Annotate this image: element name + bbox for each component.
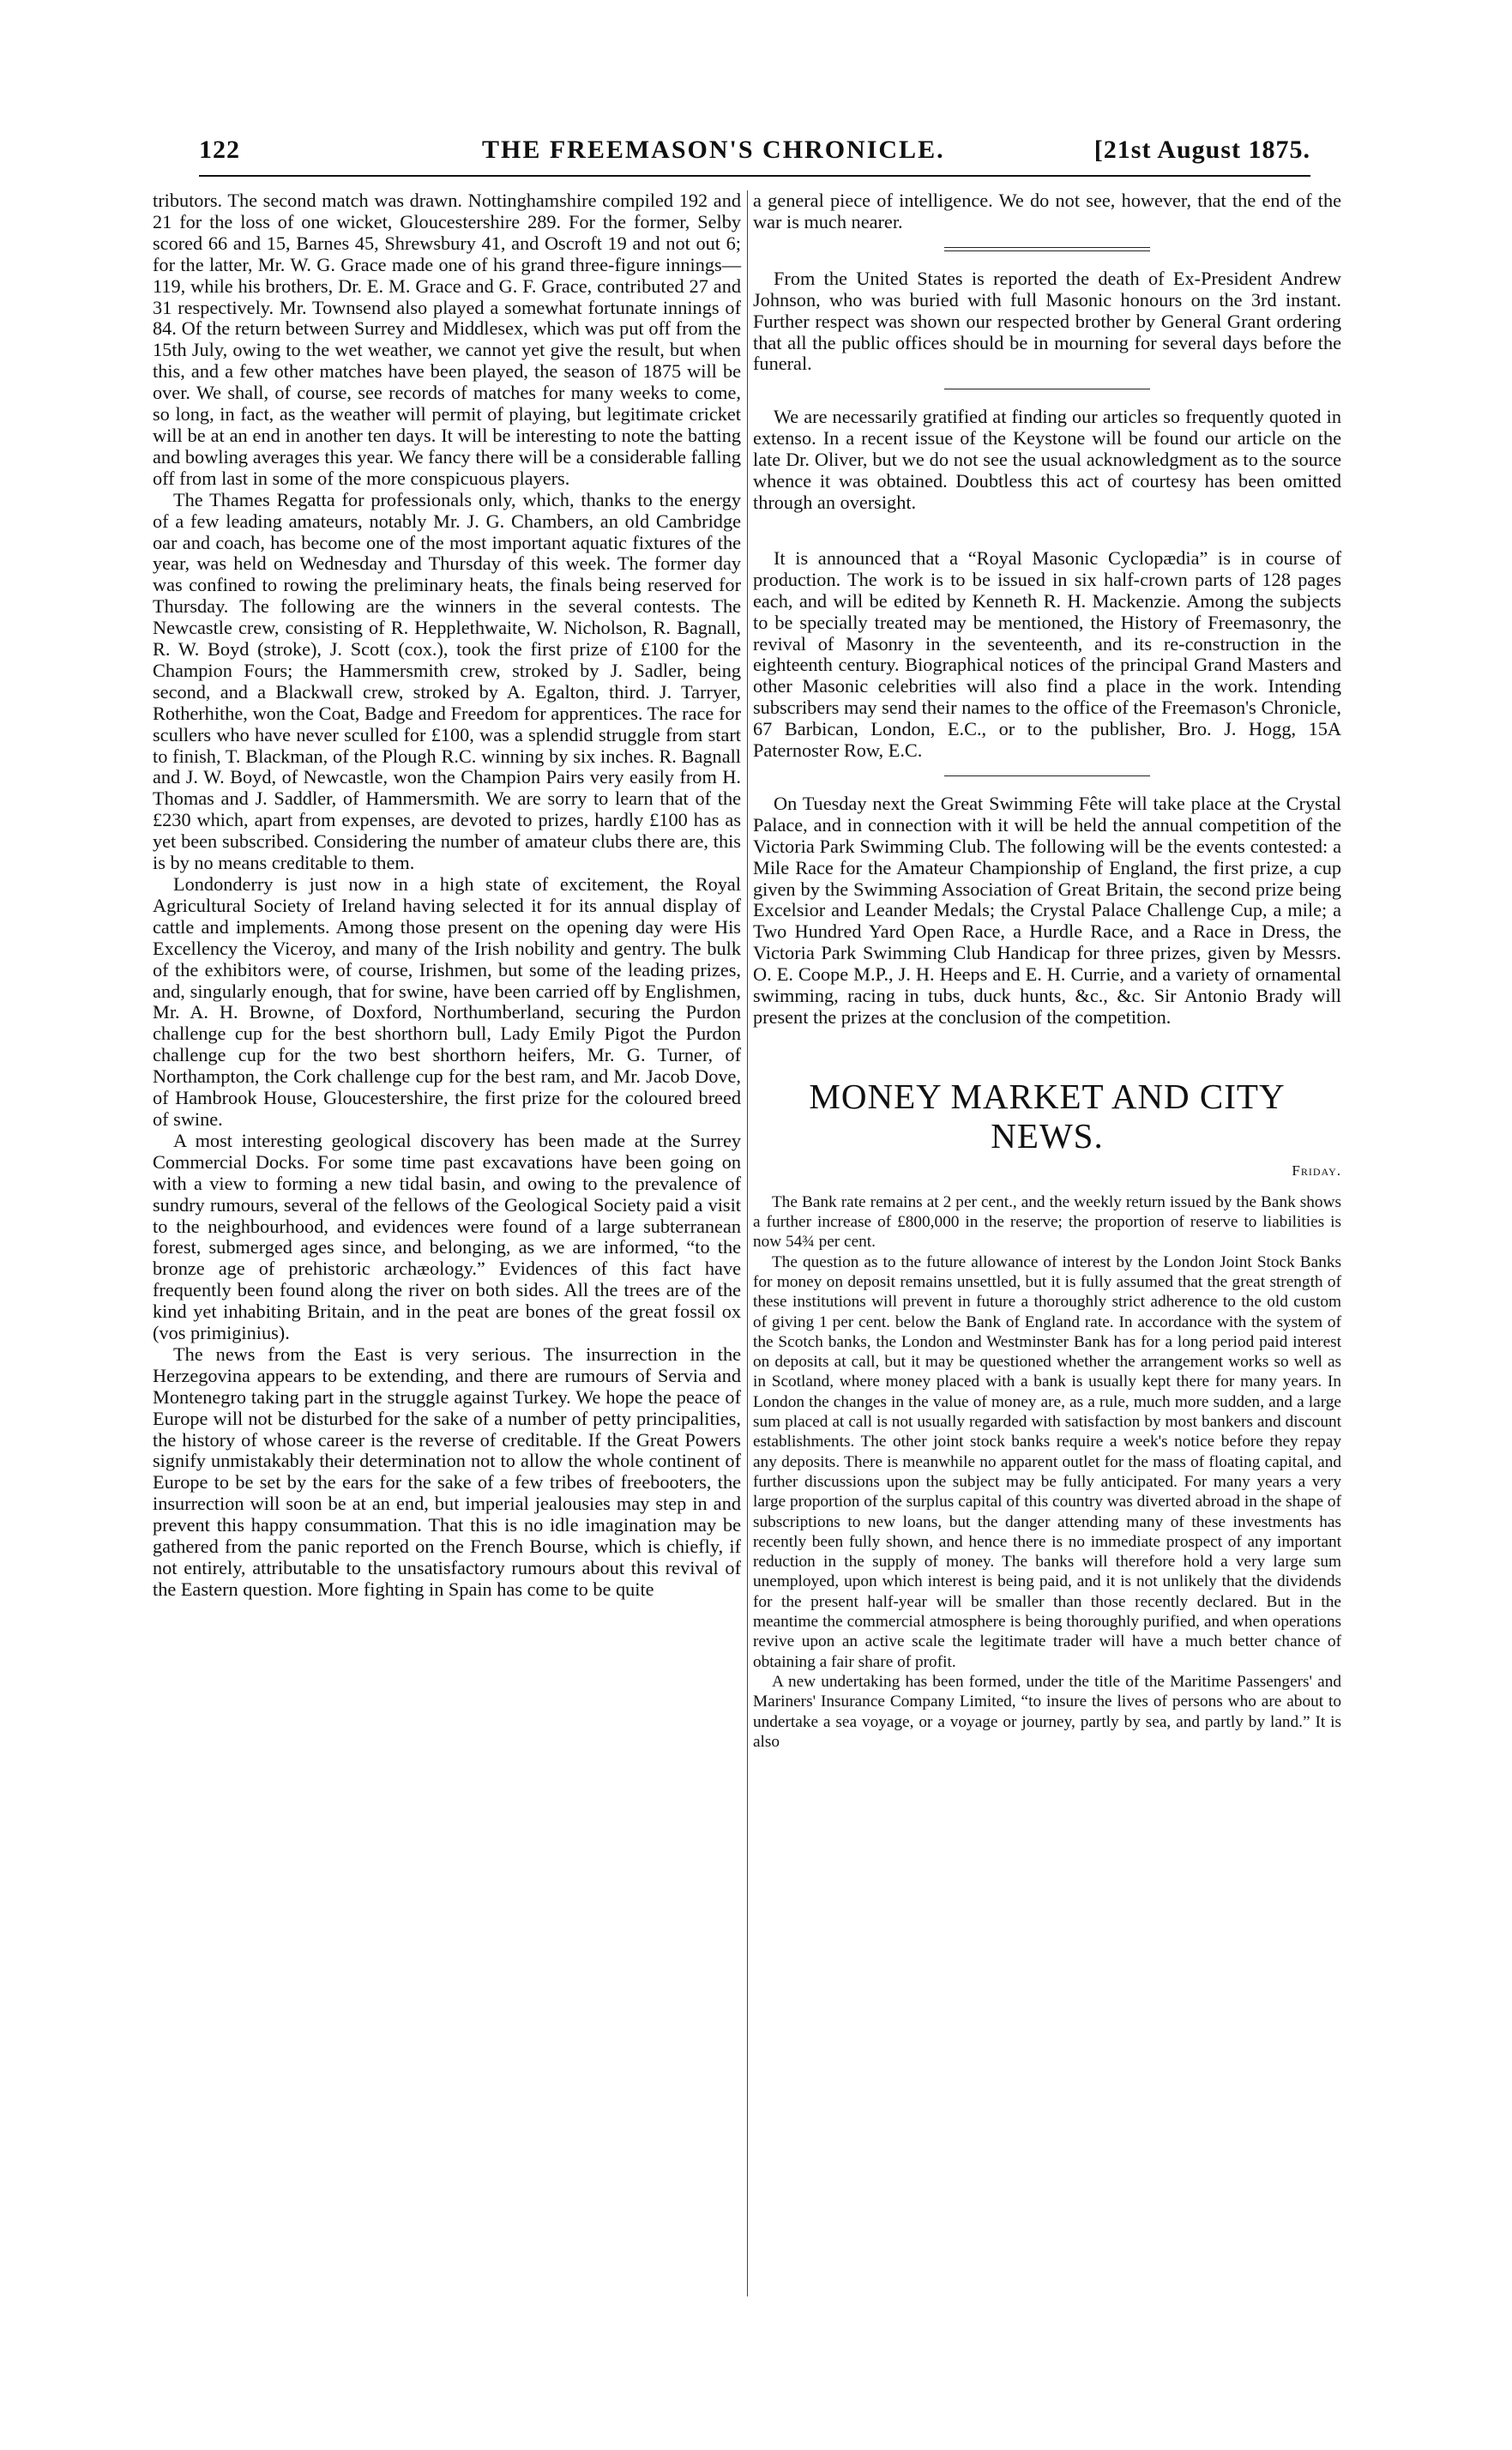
- right-column: [753, 190, 1341, 1752]
- column-divider: [747, 190, 748, 2296]
- notice-cyclopaedia: It is announced that a “Royal Masonic Cyclopædia” is in course of production. The work is to be issued in six half-crown parts of 128 pages each, and will be edited by Kenneth R. H. Mackenzie. Among the subjects to be specially treated may be mentioned, the History of Freemasonry, the revival of Masonry in the seventeenth, and its re-construction in the eighteenth century. Biographical notices of the principal Grand Masters and other Masonic celebrities will also find a place in the work. Intending subscribers may send their names to the office of the Freemason's Chronicle, 67 Barbican, London, E.C., or to the publisher, Bro. J. Hogg, 15A Paternoster Row, E.C.: [753, 546, 1341, 762]
- money-paragraph-bank-rate: The Bank rate remains at 2 per cent., and the weekly return issued by the Bank shows a further increase of £800,000 in the reserve; the proportion of reserve to liabilities is now 54¾ per cent.: [753, 1192, 1341, 1252]
- money-paragraph-insurance: A new undertaking has been formed, under the title of the Maritime Passengers' and Mariners' Insurance Company Limited, “to insure the lives of persons who are about to undertake a sea voyage, or a voyage or journey, partly by sea, and partly by land.” It is also: [753, 1672, 1341, 1751]
- notice-swimming: On Tuesday next the Great Swimming Fête will take place at the Crystal Palace, and in connection with it will be held the annual competition of the Victoria Park Swimming Club. The following will be the events contested: a Mile Race for the Amateur Championship of England, the first prize, a cup given by the Swimming Association of Great Britain, the second prize being Excelsior and Leander Medals; the Crystal Palace Challenge Cup, a mile; a Two Hundred Yard Open Race, a Hurdle Race, and a Race in Dress, the Victoria Park Swimming Club Handicap for three prizes, given by Messrs. O. E. Coope M.P., J. H. Heeps and E. H. Currie, and a variety of ornamental swimming, racing in tubs, duck hunts, &c., &c. Sir Antonio Brady will present the prizes at the conclusion of the competition.: [753, 792, 1341, 1028]
- header-rule: [199, 175, 1310, 177]
- article-paragraph-regatta: The Thames Regatta for professionals only, which, thanks to the energy of a few leading amateurs, notably Mr. J. G. Chambers, an old Cambridge oar and coach, has become one of the most important aquatic fixtures of the year, was held on Wednesday and Thursday of this week. The former day was confined to rowing the preliminary heats, the finals being reserved for Thursday. The following are the winners in the several contests. The Newcastle crew, consisting of R. Hepplethwaite, W. Nicholson, R. Bagnall, R. W. Boyd (stroke), J. Scott (cox.), took the first prize of £100 for the Champion Fours; the Hammersmith crew, stroked by J. Sadler, being second, and a Blackwall crew, stroked by A. Egalton, third. J. Tarryer, Rotherhithe, won the Coat, Badge and Freedom for apprentices. The race for scullers who have never sculled for £100, was a splendid struggle from start to finish, T. Blackman, of the Plough R.C. winning by six inches. R. Bagnall and J. W. Boyd, of Newcastle, won the Champion Pairs very easily from H. Thomas and J. Saddler, of Hammersmith. We are sorry to learn that of the £230 which, apart from expenses, are devoted to prizes, hardly £100 has as yet been subscribed. Considering the number of amateur clubs there are, this is by no means creditable to them.: [153, 488, 741, 874]
- continuation-paragraph: a general piece of intelligence. We do not see, however, that the end of the war is much nearer.: [753, 190, 1341, 232]
- separator-rule: [944, 247, 1150, 251]
- page-header: [199, 136, 1310, 170]
- section-heading: MONEY MARKET AND CITY NEWS.: [809, 1076, 1286, 1156]
- article-paragraph-east: The news from the East is very serious. The insurrection in the Herzegovina appears to be extending, and there are rumours of Servia and Montenegro taking part in the struggle against Turkey. We hope the peace of Europe will not be disturbed for the sake of a number of petty principalities, the history of whose career is the reverse of creditable. If the Great Powers signify unmistakably their determination not to allow the whole continent of Europe to be set by the ears for the sake of a few tribes of freebooters, the insurrection will soon be at an end, but imperial jealousies may step in and prevent this happy consummation. That this is no idle imagination may be gathered from the panic reported on the French Bourse, which is chiefly, if not entirely, attributable to the unsatisfactory rumours about this revival of the Eastern question. More fighting in Spain has come to be quite: [153, 1343, 741, 1600]
- money-market-article: [753, 1192, 1341, 1752]
- article-paragraph-cricket: tributors. The second match was drawn. Nottinghamshire compiled 192 and 21 for the loss of one wicket, Gloucestershire 289. For the former, Selby scored 66 and 15, Barnes 45, Shrewsbury 41, and Oscroft 19 and not out 6; for the latter, Mr. W. G. Grace made one of his grand three-figure innings—119, while his brothers, Dr. E. M. Grace and G. F. Grace, contributed 27 and 31 respectively. Mr. Townsend also played a somewhat fortunate innings of 84. Of the return between Surrey and Middlesex, which was put off from the 15th July, owing to the wet weather, we cannot yet give the result, but when this, and a few other matches have been played, the season of 1875 will be over. We shall, of course, see records of matches for many weeks to come, so long, in fact, as the weather will permit of playing, but legitimate cricket will be at an end in another ten days. It will be interesting to note the batting and bowling averages this year. We fancy there will be a considerable falling off from last in some of the more conspicuous players.: [153, 190, 741, 489]
- issue-date: [21st August 1875.: [1093, 136, 1310, 164]
- article-paragraph-geology: A most interesting geological discovery has been made at the Surrey Commercial Docks. For some time past excavations have been going on with a view to forming a new tidal basin, and owing to the prevalence of sundry rumours, several of the fellows of the Geological Society paid a visit to the neighbourhood, and evidences were found of a large subterranean forest, submerged ages since, and belonging, as we are informed, “to the bronze age of prehistoric archæology.” Evidences of this fact have frequently been found along the river on both sides. All the trees are of the kind yet inhabiting Britain, and in the peat are bones of the great fossil ox (vos primiginius).: [153, 1129, 741, 1344]
- newspaper-title: THE FREEMASON'S CHRONICLE.: [482, 136, 945, 164]
- left-column: [153, 190, 741, 1601]
- page-number: 122: [199, 136, 240, 164]
- article-paragraph-londonderry: Londonderry is just now in a high state of excitement, the Royal Agricultural Society of Ireland having selected it for its annual display of cattle and implements. Among those present on the opening day were His Excellency the Viceroy, and many of the Irish nobility and gentry. The bulk of the exhibitors were, of course, Irishmen, but some of the leading prizes, and, singularly enough, that for swine, have been carried off by Englishmen, Mr. A. H. Browne, of Doxford, Northumberland, securing the Purdon challenge cup for the best shorthorn bull, Lady Emily Pigot the Purdon challenge cup for the two best shorthorn heifers, Mr. G. Turner, of Northampton, the Cork challenge cup for the best ram, and Mr. Jacob Dove, of Hambrook House, Gloucestershire, the first prize for the coloured breed of swine.: [153, 873, 741, 1130]
- notice-johnson: From the United States is reported the death of Ex-President Andrew Johnson, who was buried with full Masonic honours on the 3rd instant. Further respect was shown our respected brother by General Grant ordering that all the public offices should be in mourning for several days before the funeral.: [753, 267, 1341, 375]
- spacer: [753, 514, 1341, 548]
- money-paragraph-interest: The question as to the future allowance of interest by the London Joint Stock Banks for money on deposit remains unsettled, but it is fully assumed that the great strength of these institutions will prevent in future a thoroughly strict adherence to the old custom of giving 1 per cent. below the Bank of England rate. In accordance with the system of the Scotch banks, the London and Westminster Bank has for a long period paid interest on deposits at call, but it may be questioned whether the arrangement works so well as in Scotland, where money placed with a bank is usually kept there for many years. In London the changes in the value of money are, as a rule, much more sudden, and a large sum placed at call is not usually regarded with satisfaction by most bankers and discount establishments. The other joint stock banks require a week's notice before they repay any deposits. There is meanwhile no apparent outlet for the mass of floating capital, and further discussions upon the subject may be fully anticipated. For many years a very large proportion of the surplus capital of this country was diverted abroad in the shape of subscriptions to new loans, but the danger attending many of these investments has recently been fully shown, and hence there is no immediate prospect of any important reduction in the supply of money. The banks will therefore hold a very large sum unemployed, upon which interest is being paid, and it is not unlikely that the dividends for the present half-year will be smaller than those recently declared. But in the meantime the commercial atmosphere is being thoroughly purified, and when operations revive upon an active scale the legitimate trader will have a much better chance of obtaining a fair share of profit.: [753, 1252, 1341, 1671]
- separator-rule: [944, 775, 1150, 776]
- section-dateline: Friday.: [1292, 1162, 1341, 1179]
- notice-keystone: We are necessarily gratified at finding our articles so frequently quoted in extenso. In a recent issue of the Keystone will be found our article on the late Dr. Oliver, but we do not see the usual acknowledgment as to the source whence it was obtained. Doubtless this act of courtesy has been omitted through an oversight.: [753, 406, 1341, 513]
